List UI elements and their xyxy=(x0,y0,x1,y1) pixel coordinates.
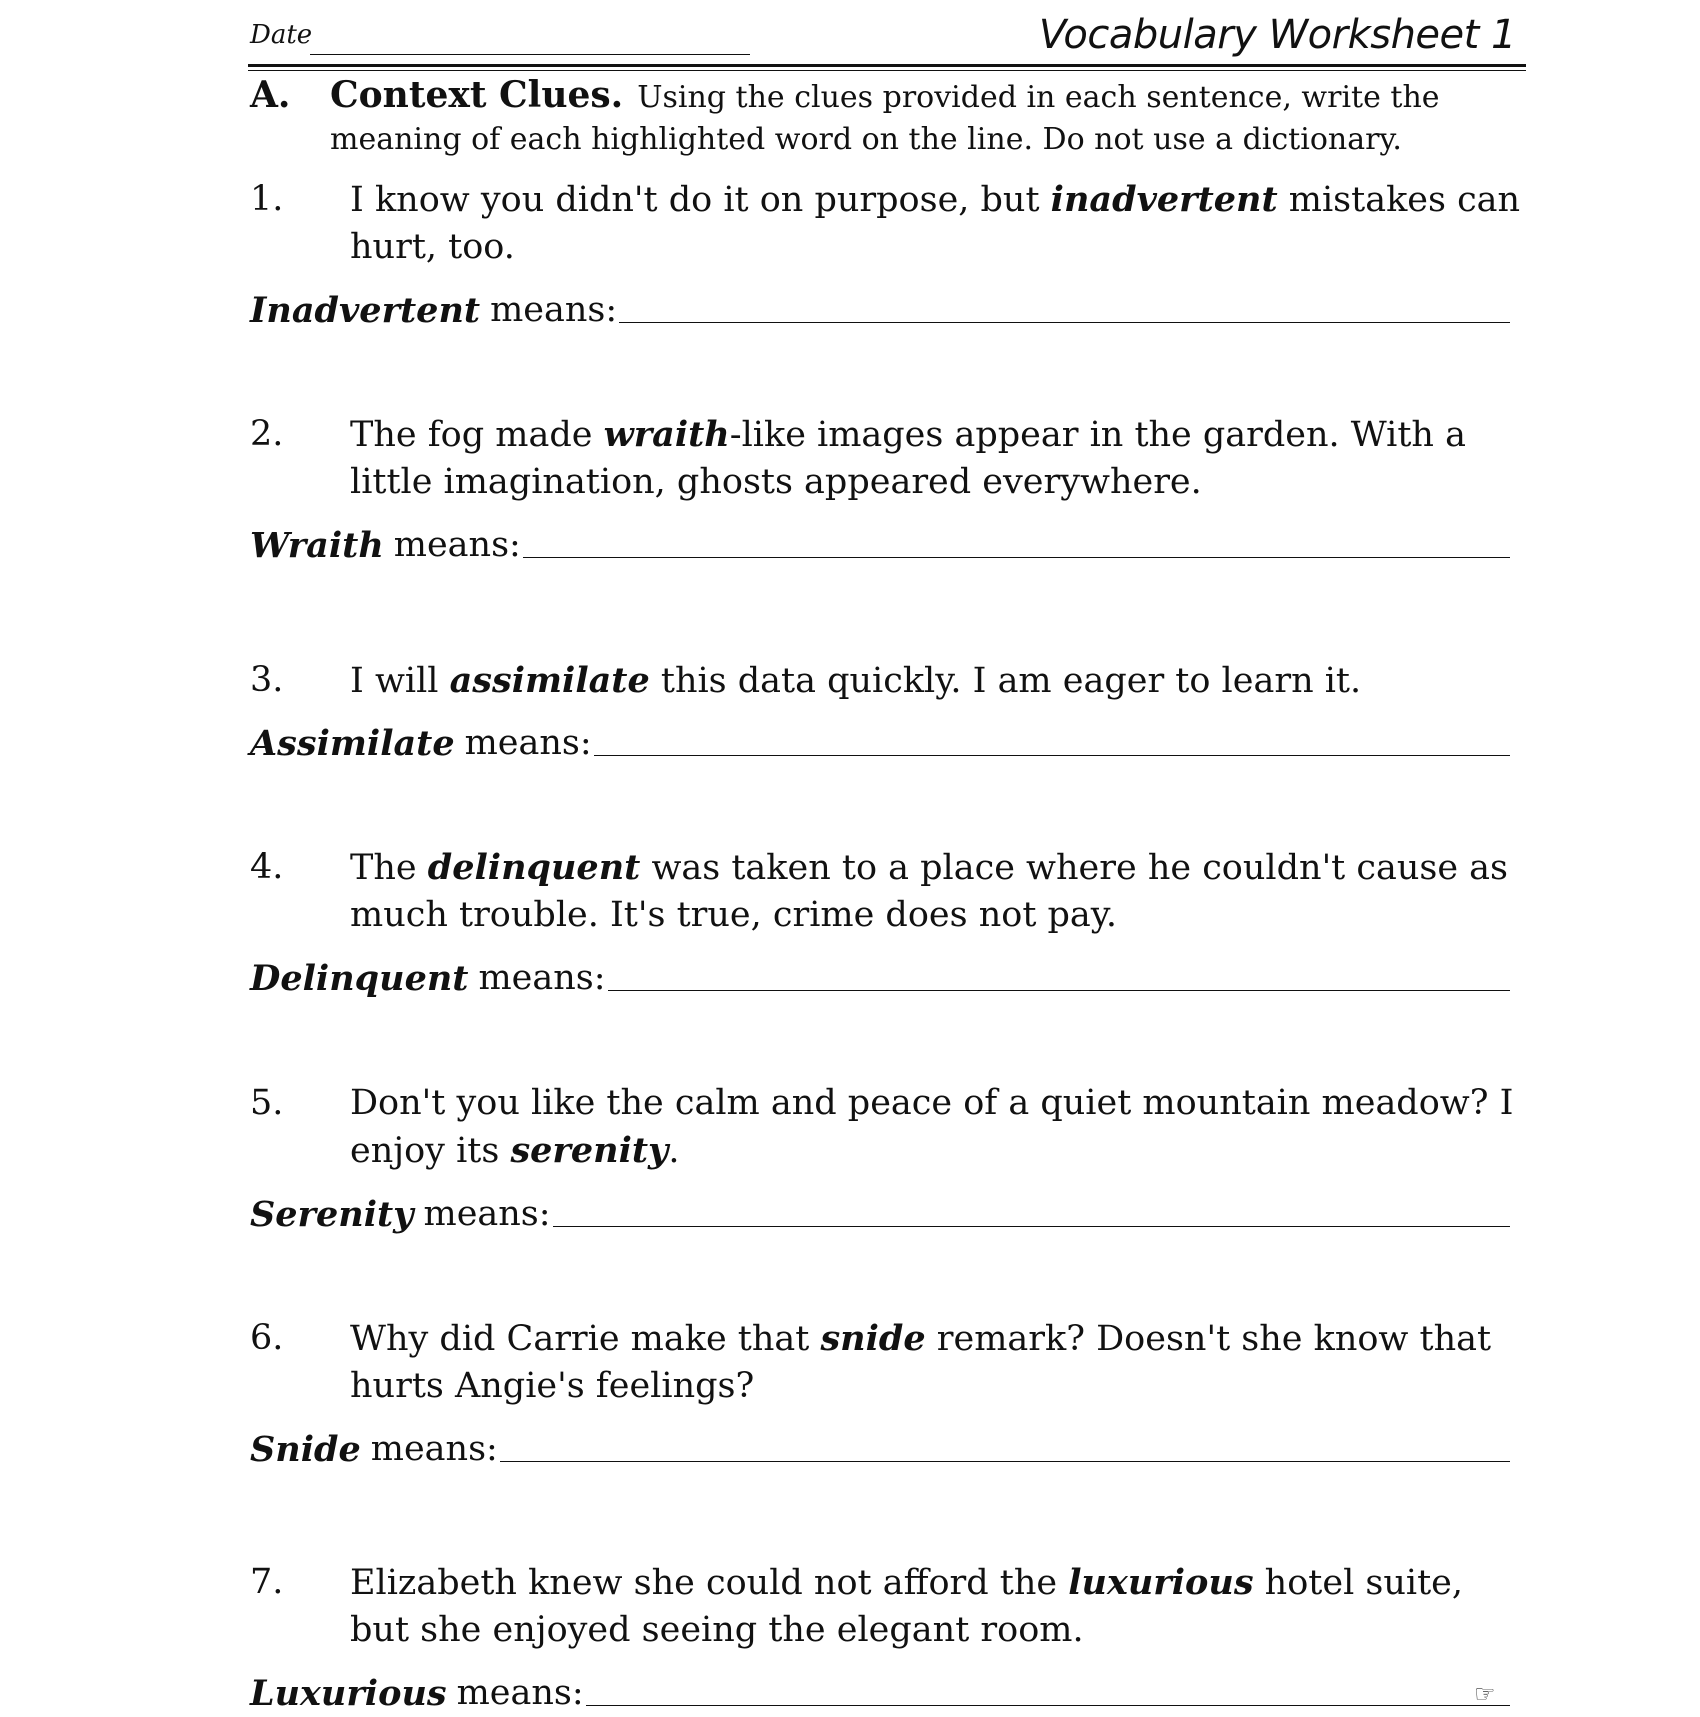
highlighted-word: wraith xyxy=(603,414,730,455)
sentence-text: hotel suite, but she enjoyed seeing the elegant room. xyxy=(350,1563,1463,1650)
answer-term: Wraith xyxy=(250,525,384,566)
worksheet-header xyxy=(248,12,1526,68)
answer-line[interactable] xyxy=(553,1226,1510,1227)
header-rule-thick xyxy=(248,64,1526,67)
sentence-text: I know you didn't do it on purpose, but xyxy=(350,180,1051,220)
highlighted-word: snide xyxy=(820,1318,926,1359)
question-number: 6. xyxy=(250,1318,284,1358)
worksheet-title: Vocabulary Worksheet 1 xyxy=(1038,12,1516,58)
answer-line[interactable] xyxy=(586,1705,1510,1706)
answer-term: Serenity xyxy=(250,1194,414,1235)
highlighted-word: luxurious xyxy=(1068,1562,1254,1603)
sentence-text: -like images appear in the garden. With a little imagination, ghosts appeared everywhere. xyxy=(350,415,1466,502)
answer-term: Luxurious xyxy=(250,1673,447,1714)
question-number: 1. xyxy=(250,179,284,219)
question-sentence xyxy=(350,1315,1530,1410)
answer-means-label: means: xyxy=(490,290,618,330)
answer-term: Assimilate xyxy=(250,723,455,764)
answer-line[interactable] xyxy=(619,322,1510,323)
sentence-text: mistakes can hurt, too. xyxy=(350,180,1521,267)
question-sentence xyxy=(350,844,1530,939)
sentence-text: remark? Doesn't she know that hurts Angie's feelings? xyxy=(350,1319,1492,1406)
highlighted-word: delinquent xyxy=(427,847,641,888)
sentence-text: Why did Carrie make that xyxy=(350,1319,821,1359)
section-instructions: Using the clues provided in each sentence, write the meaning of each highlighted word on the line. Do not use a dictionary. xyxy=(330,80,1440,157)
sentence-text: this data quickly. I am eager to learn it. xyxy=(649,661,1362,701)
answer-means-label: means: xyxy=(478,958,606,998)
answer-row xyxy=(250,519,1510,569)
question-number: 5. xyxy=(250,1083,284,1123)
header-rule-thin xyxy=(248,70,1526,71)
answer-line[interactable] xyxy=(500,1461,1510,1462)
answer-term: Snide xyxy=(250,1429,361,1470)
date-label: Date xyxy=(250,20,313,50)
answer-line[interactable] xyxy=(523,557,1510,558)
question-sentence xyxy=(350,1080,1530,1175)
sentence-text: I will xyxy=(350,661,450,701)
answer-means-label: means: xyxy=(456,1673,584,1713)
question-number: 7. xyxy=(250,1562,284,1602)
question-number: 4. xyxy=(250,847,284,887)
sentence-text: The xyxy=(350,848,428,888)
answer-line[interactable] xyxy=(594,755,1510,756)
answer-means-label: means: xyxy=(464,723,592,763)
highlighted-word: inadvertent xyxy=(1050,179,1278,220)
question-sentence xyxy=(350,1559,1530,1654)
question-number: 3. xyxy=(250,660,284,700)
answer-means-label: means: xyxy=(423,1194,551,1234)
section-title: Context Clues. xyxy=(330,74,624,116)
sentence-text: Don't you like the calm and peace of a quiet mountain meadow? I enjoy its xyxy=(350,1083,1514,1171)
answer-term: Delinquent xyxy=(250,958,469,999)
answer-row xyxy=(250,1188,1510,1238)
answer-row xyxy=(250,1667,1510,1717)
sentence-text: The fog made xyxy=(350,415,604,455)
question-sentence xyxy=(350,411,1530,506)
pointing-hand-icon: ☞ xyxy=(1474,1680,1496,1708)
sentence-text: was taken to a place where he couldn't cause as much trouble. It's true, crime does not pay. xyxy=(350,848,1509,935)
answer-line[interactable] xyxy=(608,990,1510,991)
answer-row xyxy=(250,952,1510,1002)
section-instructions-block xyxy=(330,74,1550,161)
sentence-text: Elizabeth knew she could not afford the xyxy=(350,1563,1069,1603)
answer-row xyxy=(250,1423,1510,1473)
answer-means-label: means: xyxy=(393,525,521,565)
section-letter: A. xyxy=(250,74,291,116)
highlighted-word: assimilate xyxy=(449,660,650,701)
question-number: 2. xyxy=(250,414,284,454)
question-sentence xyxy=(350,176,1530,271)
date-blank-line[interactable] xyxy=(310,54,750,55)
answer-means-label: means: xyxy=(370,1429,498,1469)
answer-term: Inadvertent xyxy=(250,290,481,331)
highlighted-word: serenity xyxy=(510,1130,669,1171)
question-sentence xyxy=(350,657,1530,705)
answer-row xyxy=(250,284,1510,334)
sentence-text: . xyxy=(668,1131,680,1171)
answer-row xyxy=(250,717,1510,767)
